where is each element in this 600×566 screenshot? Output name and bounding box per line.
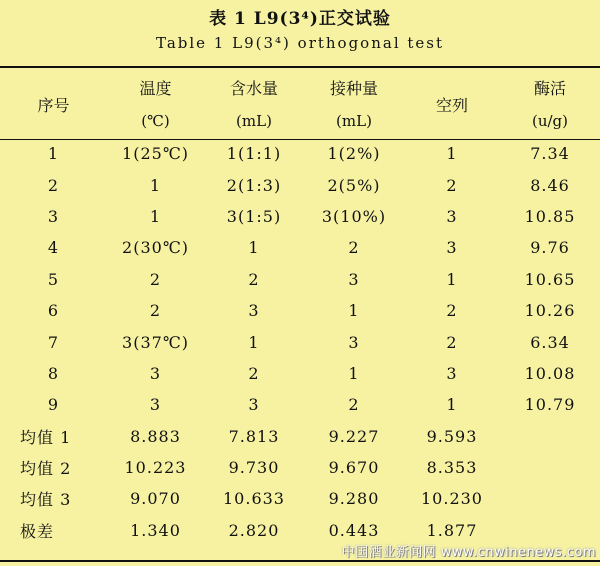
table-row	[0, 232, 600, 263]
table-cell: 均值 1	[20, 427, 72, 447]
table-title: 表 1 L9(3⁴)正交试验	[209, 9, 391, 29]
unit-water-content: (mL)	[236, 112, 272, 130]
table-cell: 9.227	[328, 426, 380, 446]
table-cell: 1.877	[426, 520, 478, 540]
table-cell: 2	[446, 301, 458, 321]
table-cell: 10.79	[524, 395, 576, 415]
table-row	[0, 138, 600, 169]
table-cell: 2	[248, 363, 260, 383]
table-row	[0, 358, 600, 389]
header-water-content: 含水量	[229, 78, 278, 98]
header-index: 序号	[37, 95, 70, 115]
table-cell: 2	[446, 332, 458, 352]
table-cell: 1	[446, 144, 458, 164]
table-cell: 8	[47, 363, 60, 383]
table-cell: 3	[248, 301, 260, 321]
table-cell: 2	[149, 269, 162, 289]
table-cell: 10.65	[524, 269, 576, 289]
table-cell: 3	[446, 238, 458, 258]
table-cell: 1	[348, 363, 360, 383]
table-cell: 3	[446, 363, 458, 383]
table-cell: 2	[149, 301, 162, 321]
header-empty-column: 空列	[435, 95, 468, 115]
table-cell: 9	[47, 395, 60, 415]
table-row	[0, 295, 600, 326]
table-cell: 3(1:5)	[226, 206, 282, 226]
unit-inoculum: (mL)	[336, 112, 372, 130]
table-cell: 9.76	[530, 238, 570, 258]
table-cell: 1	[149, 175, 162, 195]
summary-row	[0, 483, 600, 514]
table-cell: 2(1:3)	[226, 175, 282, 195]
table-cell: 4	[47, 238, 60, 258]
table-cell: 3	[149, 363, 162, 383]
summary-row	[0, 421, 600, 452]
table-cell: 均值 2	[20, 459, 72, 479]
table-cell: 3	[248, 395, 260, 415]
table-cell: 8.883	[130, 426, 181, 446]
table-cell: 1	[248, 238, 260, 258]
table-cell: 3	[47, 206, 60, 226]
table-row	[0, 169, 600, 200]
table-cell	[500, 452, 600, 483]
top-rule	[0, 66, 600, 68]
table-cell: 2.820	[228, 520, 280, 540]
table-cell: 1.340	[130, 520, 181, 540]
table-cell: 10.230	[421, 489, 483, 509]
unit-temperature: (℃)	[141, 112, 170, 130]
table-cell: 2(5%)	[327, 175, 381, 195]
bottom-rule	[0, 560, 600, 562]
table-cell: 1	[47, 144, 60, 164]
table-cell: 10.26	[524, 301, 576, 321]
table-cell: 10.633	[223, 489, 285, 509]
table-cell: 2	[446, 175, 458, 195]
table-cell: 1(2%)	[327, 144, 381, 164]
table-cell: 极差	[20, 521, 55, 541]
table-subtitle: Table 1 L9(3⁴) orthogonal test	[155, 34, 445, 52]
table-cell: 7.813	[228, 426, 280, 446]
table-cell: 10.85	[524, 206, 576, 226]
table-cell: 1	[446, 395, 458, 415]
table-cell: 7.34	[530, 144, 570, 164]
table-cell: 2	[348, 395, 360, 415]
table-row	[0, 389, 600, 420]
table-cell: 3	[149, 395, 162, 415]
table-cell: 6.34	[530, 332, 570, 352]
table-cell: 2	[348, 238, 360, 258]
watermark: 中国酒业新闻网 www.cnwinenews.com	[341, 545, 596, 560]
table-row	[0, 264, 600, 295]
table-cell: 0.443	[328, 520, 380, 540]
header-enzyme-activity: 酶活	[533, 78, 566, 98]
table-cell: 9.670	[328, 458, 380, 478]
table-cell: 3	[446, 206, 458, 226]
summary-row	[0, 452, 600, 483]
table-cell: 6	[47, 301, 60, 321]
header-temperature: 温度	[139, 78, 172, 98]
table-cell: 均值 3	[20, 490, 72, 510]
table-row	[0, 326, 600, 357]
table-cell: 1	[149, 206, 162, 226]
orthogonal-test-table	[0, 70, 600, 546]
table-cell: 1	[348, 301, 360, 321]
header-inoculum: 接种量	[329, 78, 378, 98]
table-cell: 10.223	[124, 458, 187, 478]
table-cell: 2	[47, 175, 60, 195]
table-cell: 1	[248, 332, 260, 352]
table-cell	[500, 483, 600, 514]
table-cell: 1	[446, 269, 458, 289]
table-body	[0, 138, 600, 546]
unit-enzyme-activity: (u/g)	[531, 112, 569, 130]
table-cell: 9.070	[130, 489, 181, 509]
table-cell: 2(30℃)	[122, 238, 189, 258]
table-cell: 9.730	[228, 458, 280, 478]
table-cell	[500, 421, 600, 452]
table-cell: 9.280	[328, 489, 380, 509]
table-cell: 3	[348, 332, 360, 352]
table-cell: 1(25℃)	[122, 144, 189, 164]
table-cell: 10.08	[524, 363, 576, 383]
table-cell: 5	[47, 269, 60, 289]
table-cell: 8.46	[530, 175, 570, 195]
table-cell: 9.593	[426, 426, 478, 446]
table-cell: 2	[248, 269, 260, 289]
table-row	[0, 201, 600, 232]
table-cell: 3	[348, 269, 360, 289]
table-cell: 3(10%)	[321, 206, 387, 226]
table-cell: 3(37℃)	[122, 332, 189, 352]
table-cell: 8.353	[426, 458, 478, 478]
table-cell: 1(1:1)	[226, 144, 282, 164]
table-cell: 7	[47, 332, 60, 352]
